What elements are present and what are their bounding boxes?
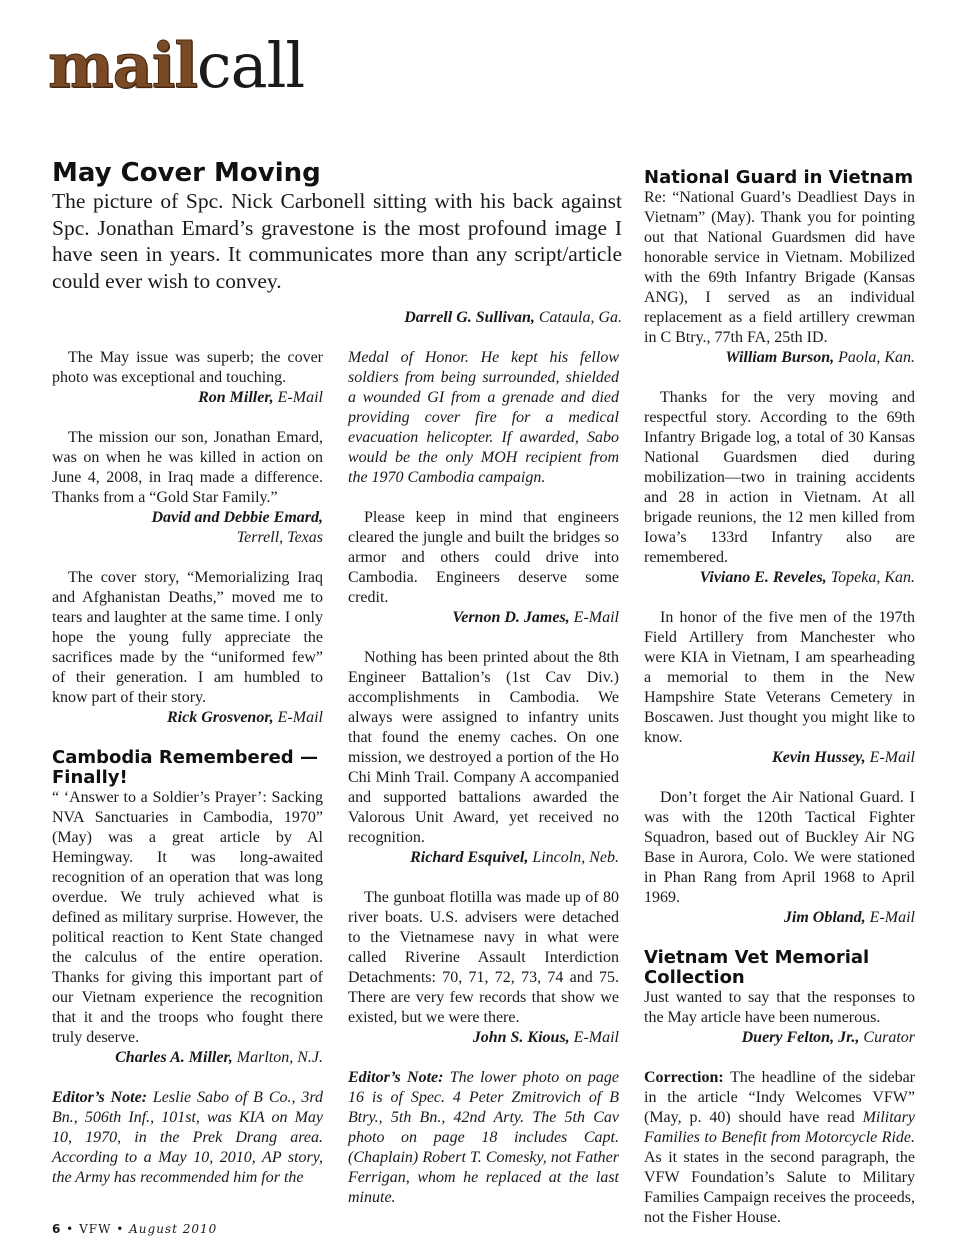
signature-name: Darrell G. Sullivan,: [404, 309, 535, 326]
correction-note: [644, 1068, 915, 1228]
letter-signature: [52, 708, 323, 728]
editors-note-continued: Medal of Honor. He kept his fellow soldiers from being surrounded, shielded a wounded GI from a grenade and died providing cover fire for a medical evacuation helicopter. If awarded, Sabo would be the only MOH recipient from the 1970 Cambodia campaign.: [348, 349, 619, 486]
magazine-name: VFW: [79, 1222, 112, 1236]
signature-place: E-Mail: [569, 609, 619, 626]
signature-name: Vernon D. James,: [452, 609, 570, 626]
section-heading-national-guard: National Guard in Vietnam: [644, 167, 914, 188]
editors-note: [348, 1068, 619, 1208]
letter-signature: [52, 388, 323, 408]
signature-place: Curator: [859, 1029, 915, 1046]
letter-signature: [644, 1028, 915, 1048]
letter-body: “ ‘Answer to a Soldier’s Prayer’: Sacking NVA Sanctuaries in Cambodia, 1970” (May) was a great article by Al Hemingway. It was long-awaited recognition of an operation that was long overdue. We truly achieved what is defined as military surprise. However, the political reaction to Kent State changed the calculus of the entire operation. Thanks for giving this important part of our Vietnam experience the recognition that it and the troops who fought there truly deserve.: [52, 789, 323, 1046]
correction-label: Correction:: [644, 1069, 724, 1086]
signature-name: Kevin Hussey,: [772, 749, 866, 766]
signature-name: Charles A. Miller,: [115, 1049, 233, 1066]
signature-name: Ron Miller,: [198, 389, 274, 406]
signature-place: Marlton, N.J.: [232, 1049, 323, 1066]
lead-letter-body: The picture of Spc. Nick Carbonell sitting with his back against Spc. Jonathan Emard’s gravestone is the most profound image I have seen in years. It communicates more than any script/article could ever wish to convey.: [52, 189, 622, 293]
signature-place: E-Mail: [273, 709, 323, 726]
letter-body: Just wanted to say that the responses to the May article have been numerous.: [644, 989, 915, 1026]
editors-note-text: The lower photo on page 16 is of Spec. 4 Peter Zmitrovich of B Btry., 5th Bn., 42nd Arty. The 5th Cav photo on page 18 includes Capt. (Chaplain) Robert T. Comesky, not Father Ferrigan, whom he replaced at the last minute.: [348, 1069, 619, 1206]
footer-separator: •: [111, 1222, 130, 1236]
letter-body: The May issue was superb; the cover photo was exceptional and touching.: [52, 349, 323, 386]
signature-place: Cataula, Ga.: [534, 309, 622, 326]
masthead-mail: mail: [48, 29, 197, 102]
signature-name: David and Debbie Emard,: [151, 509, 323, 526]
footer-separator: •: [61, 1222, 80, 1236]
masthead-call: call: [196, 29, 305, 102]
editors-note-label: Editor’s Note:: [348, 1069, 444, 1086]
section-heading-cambodia: Cambodia Remembered —Finally!: [52, 747, 318, 788]
letter-signature: [348, 608, 619, 628]
signature-name: Rick Grosvenor,: [167, 709, 274, 726]
letter-body: The mission our son, Jonathan Emard, was on when he was killed in action on June 4, 2008, in Iraq made a difference. Thanks from a “Gold Star Family.”: [52, 429, 323, 506]
column-2: [348, 348, 619, 1208]
signature-name: Duery Felton, Jr.,: [741, 1029, 860, 1046]
editors-note: [52, 1088, 323, 1188]
editors-note-label: Editor’s Note:: [52, 1089, 148, 1106]
letter-signature: [348, 848, 619, 868]
signature-place: E-Mail: [273, 389, 323, 406]
letter-body: In honor of the five men of the 197th Field Artillery from Manchester who were KIA in Vietnam, I am spearheading a memorial to them in the New Hampshire State Veterans Cemetery in Boscawen. Just thought you might like to know.: [644, 609, 915, 746]
correction-headline: Military Families to Benefit from Motorcycle Ride.: [644, 1109, 915, 1146]
signature-place: Terrell, Texas: [236, 529, 323, 546]
section-heading-memorial: Vietnam Vet Memorial Collection: [644, 947, 870, 988]
page-footer: [52, 1222, 217, 1236]
letter-body: Re: “National Guard’s Deadliest Days in Vietnam” (May). Thank you for pointing out that National Guardsmen did have honorable service in Vietnam. Mobilized with the 69th Infantry Brigade (Kansas ANG), I served as an individual replacement as a field artillery crewman in C Btry., 77th FA, 25th ID.: [644, 189, 915, 346]
column-3: [644, 168, 915, 1228]
signature-name: Jim Obland,: [783, 909, 866, 926]
page-number: 6: [52, 1222, 62, 1236]
signature-name: John S. Kious,: [472, 1029, 570, 1046]
letter-signature: [644, 348, 915, 368]
signature-place: E-Mail: [865, 749, 915, 766]
column-1: [52, 348, 323, 1188]
correction-text: As it states in the second paragraph, the VFW Foundation’s Salute to Military Families Campaign receives the proceeds, not the Fisher House.: [644, 1149, 915, 1226]
letter-body: Please keep in mind that engineers cleared the jungle and built the bridges so armor and others could drive into Cambodia. Engineers deserve some credit.: [348, 509, 619, 606]
letter-body: Thanks for the very moving and respectful story. According to the 69th Infantry Brigade log, a total of 30 Kansas National Guardsmen died during mobilization—two in training accidents and 28 in action in Vietnam. At all brigade reunions, the 12 men killed from Iowa’s 133rd Infantry also are remembered.: [644, 389, 915, 566]
signature-place: Topeka, Kan.: [826, 569, 915, 586]
letter-signature: [644, 748, 915, 768]
lead-headline: May Cover Moving: [52, 158, 321, 188]
signature-name: William Burson,: [725, 349, 835, 366]
issue-date: August 2010: [129, 1222, 218, 1236]
signature-place: E-Mail: [569, 1029, 619, 1046]
editors-note-text: Leslie Sabo of B Co., 3rd Bn., 506th Inf., 101st, was KIA on May 10, 1970, in the Prek Drang area. According to a May 10, 2010, AP story, the Army has recommended him for the: [52, 1089, 323, 1186]
letter-signature: [52, 508, 323, 528]
letter-signature: [644, 908, 915, 928]
letter-body: The cover story, “Memorializing Iraq and Afghanistan Deaths,” moved me to tears and laughter at the same time. I only hope the young fully appreciate the sacrifices made by the “uniformed few” of their generation. I am humbled to know part of their story.: [52, 569, 323, 706]
signature-place: Lincoln, Neb.: [528, 849, 619, 866]
letter-body: Nothing has been printed about the 8th Engineer Battalion’s (1st Cav Div.) accomplishments in Cambodia. We always were assigned to infantry units that found the enemy caches. On one mission, we destroyed a portion of the Ho Chi Minh Trail. Company A accompanied and supported battalions awarded the Valorous Unit Award, yet received no recognition.: [348, 649, 619, 846]
signature-name: Viviano E. Reveles,: [699, 569, 827, 586]
signature-name: Richard Esquivel,: [410, 849, 529, 866]
signature-place: E-Mail: [865, 909, 915, 926]
masthead-logo: [48, 29, 305, 102]
letter-body: The gunboat flotilla was made up of 80 river boats. U.S. advisers were detached to the Vietnamese navy in what were called Riverine Assault Interdiction Detachments: 70, 71, 72, 73, 74 and 75. There are very few records that show we existed, but we were there.: [348, 889, 619, 1026]
letter-signature: [348, 1028, 619, 1048]
lead-signature: [52, 308, 622, 328]
letter-signature: [644, 568, 915, 588]
letter-body: Don’t forget the Air National Guard. I was with the 120th Tactical Fighter Squadron, based out of Buckley Air NG Base in Aurora, Colo. We were stationed in Phan Rang from April 1968 to April 1969.: [644, 789, 915, 906]
letter-signature: [52, 1048, 323, 1068]
signature-place: Paola, Kan.: [834, 349, 915, 366]
correction-text: The headline of the sidebar in the article “Indy Welcomes VFW” (May, p. 40) should have read: [644, 1069, 915, 1126]
